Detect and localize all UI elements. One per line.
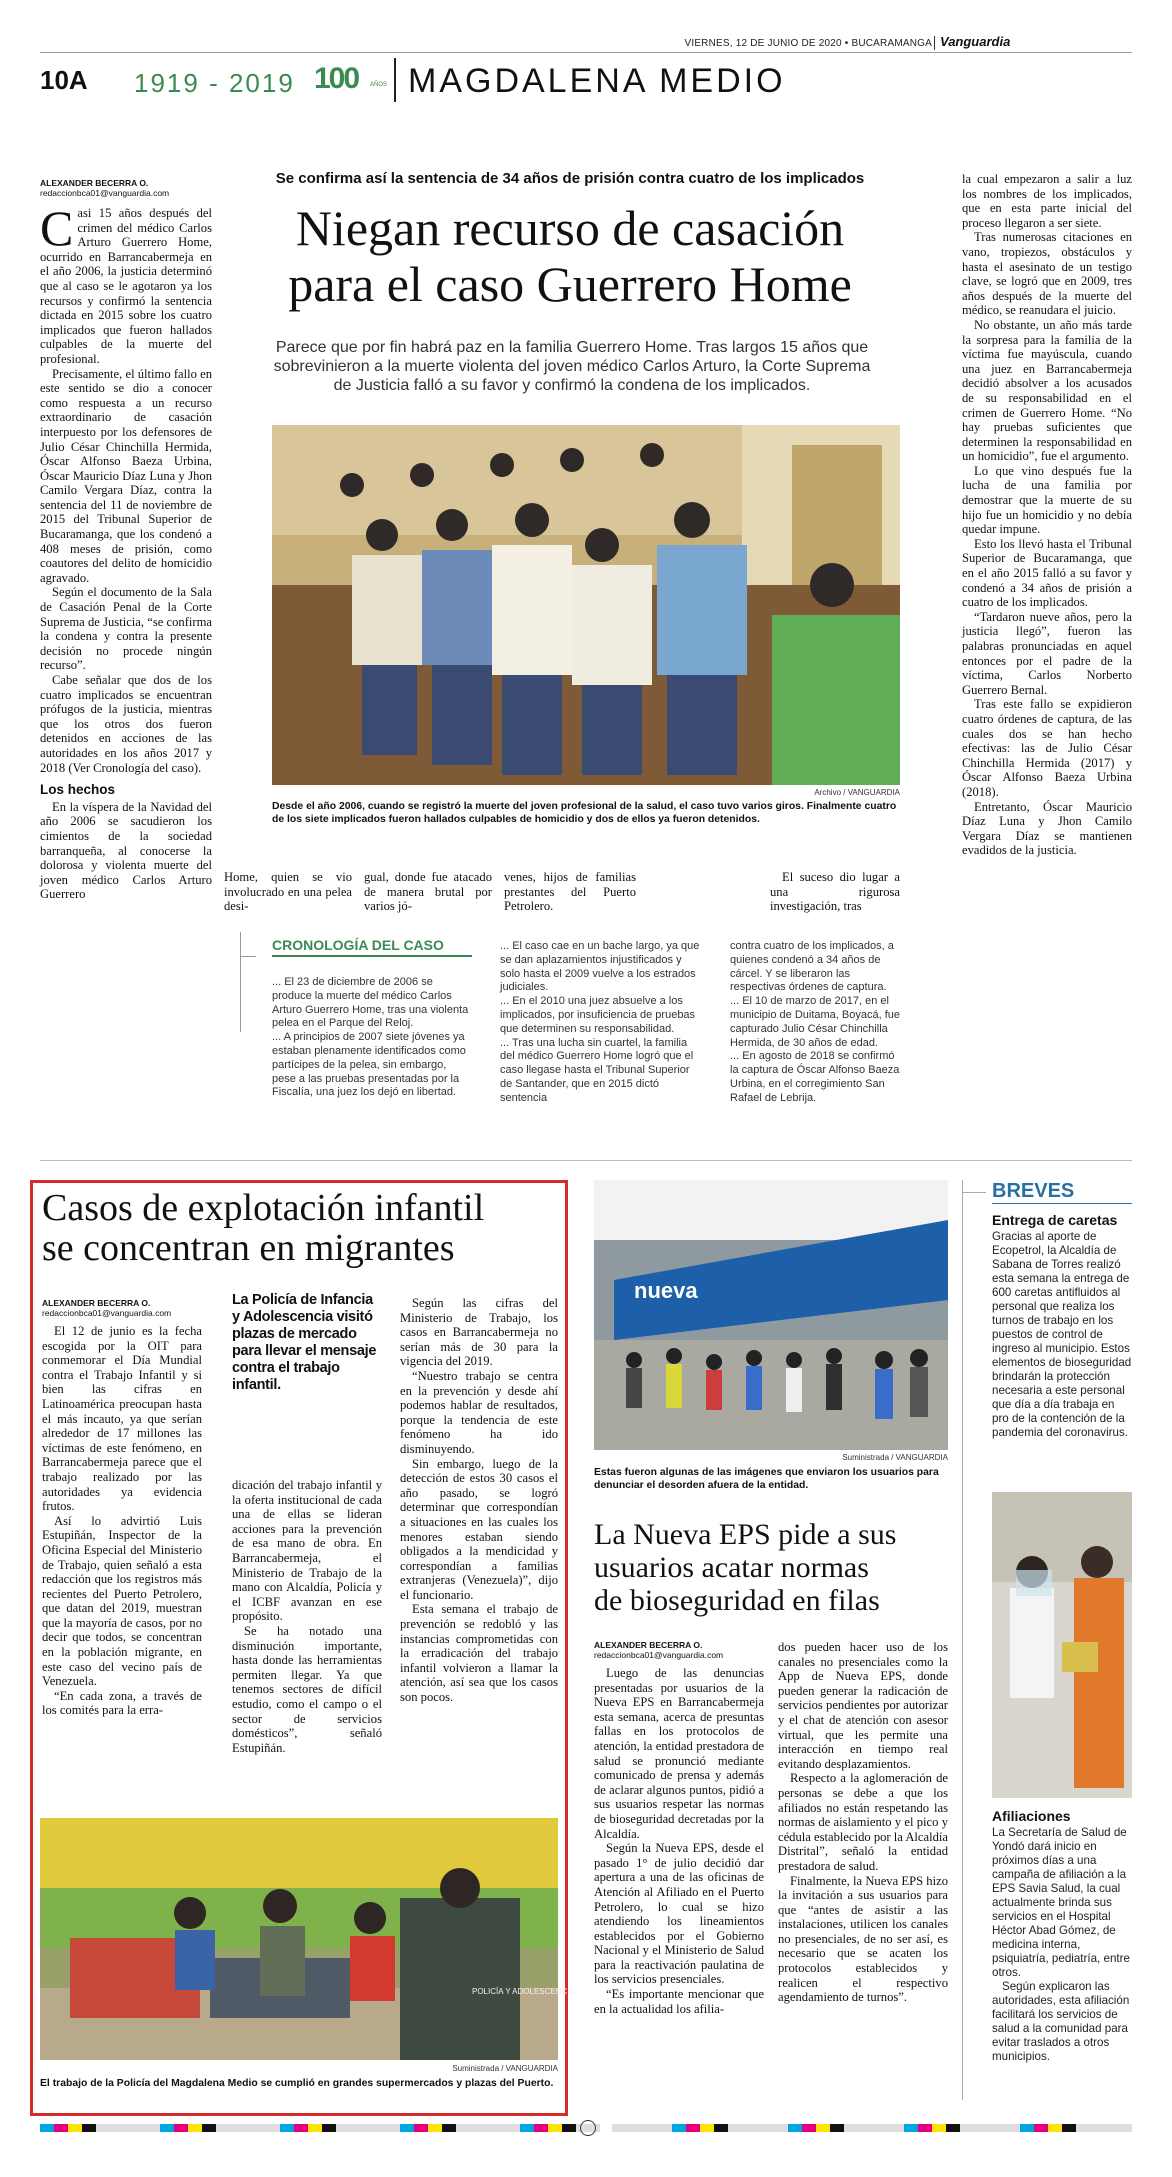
main-col1-p1: asi 15 años después del crimen del médico Carlos Arturo Guerrero Home, ocurrido en Barrancabermeja en el año 2006, la justicia determinó que al caso se le agotaron ya los recursos y confirmó la sentencia dictada en 2015 sobre los cuatro implicados que fueron hallados culpables de la muerte del profesional. [40,206,212,366]
main-byline [40,178,200,198]
child-pull-quote: La Policía de Infancia y Adolescencia visitó plazas de mercado para llevar el mensaje contra el trabajo infantil. [232,1292,377,1393]
child-headline-line1: Casos de explotación infantil [42,1187,485,1229]
eps-col1-p1: Luego de las denuncias presentadas por usuarios de la Nueva EPS en Barrancabermeja esta semana, acerca de presuntas fallas en los protocolos de atención, la entidad prestadora de salud se pronunció mediante comunicado de prensa y además de aclarar algunos puntos, pidió a sus usuarios respetar las normas de bioseguridad decretadas por la Alcaldía. [594,1666,764,1841]
main-headline-line2: para el caso Guerrero Home [288,256,852,312]
child-col3 [400,1296,558,1705]
eps-author: ALEXANDER BECERRA O. [594,1640,703,1650]
child-col2 [232,1478,382,1755]
brief2-text-p1: La Secretaría de Salud de Yondó dará inicio en próximos días a una campaña de afiliación a la EPS Savia Salud, la cual actualmente brinda sus servicios en el Hospital Héctor Abad Gómez, de medicina interna, psiquiatría, pediatría, entre otros. [992,1826,1130,1979]
print-color-bar-right [612,2124,1132,2132]
child-col3-p4: Esta semana el trabajo de prevención se redobló y las instancias comprometidas con la erradicación del trabajo infantil volvieron a llamar la atención, así sea que los casos son pocos. [400,1602,558,1705]
child-author: ALEXANDER BECERRA O. [42,1298,151,1308]
eps-headline-line2: usuarios acatar normas [594,1551,869,1584]
eps-col2 [778,1640,948,2005]
page-number: 10A [40,65,88,95]
main-subheading: Los hechos [40,782,116,798]
main-kicker: Se confirma así la sentencia de 34 años de prisión contra cuatro de los implicados [275,170,865,187]
main-headline-line1: Niegan recurso de casación [295,200,845,256]
eps-headline-line3: de bioseguridad en filas [594,1584,880,1617]
vest-text: POLICÍA Y ADOLESCENCIA [472,1987,575,1996]
child-photo-caption: El trabajo de la Policía del Magdalena Medio se cumplió en grandes supermercados y plazas del Puerto. [40,2078,554,2089]
main-author: ALEXANDER BECERRA O. [40,178,149,188]
main-mid-col1: Home, quien se vio involucrado en una pelea desi- [224,870,352,914]
courtroom-photo-illustration [272,425,900,785]
child-col1-p1: El 12 de junio es la fecha escogida por la OIT para conmemorar el Día Mundial contra el Trabajo Infantil y si bien las cifras en Latinoamérica preocupan hasta el más incauto, ya que serían alrededor de 17 millones las víctimas de este fenómeno, en Barrancabermeja parece que el trabajo realizado por las autoridades ya evidencia frutos. [42,1324,202,1514]
child-col1-p2: Así lo advirtió Luis Estupiñán, Inspector de la Oficina Especial del Ministerio de Trabajo, quien señaló a esta redacción que los registros más recientes del Puerto Petrolero, que datan del 2019, muestran que la mayoría de casos, por no decir que todos, se concentran en la población migrante, en este caso del vecino país de Venezuela. [42,1513,202,1689]
eps-col1-p2: Según la Nueva EPS, desde el pasado 1° de julio decidió dar apertura a una de las oficinas de Atención al Afiliado en el Puerto Petrolero, lo cual se hizo atendiendo los lineamientos establecidos por el Gobierno Nacional y el Ministerio de Salud para la reactivación paulatina de los servicios presenciales. [594,1841,764,1987]
main-right-p4: Lo que vino después fue la lucha de una familia por demostrar que la muerte de su hijo fue un homicidio y no debía quedar impune. [962,463,1132,537]
child-email: redaccionbca01@vanguardia.com [42,1308,172,1318]
brief1-text: Gracias al aporte de Ecopetrol, la Alcaldía de Sabana de Torres realizó esta semana la entrega de 600 caretas antifluidos al personal que realiza los turnos de trabajo en los puestos de control de ingreso al municipio. Estos elementos de bioseguridad brindarán la protección necesaria a este personal que día a día trabaja en pro de la contención de la pandemia del coronavirus. [992,1230,1132,1439]
chronology-title: CRONOLOGÍA DEL CASO [272,937,444,953]
main-right-p1: la cual empezaron a salir a luz los nombres de los implicados, que en esta parte inicial del proceso llegaron a ser siete. [962,172,1132,230]
eps-col1-p3: “Es importante mencionar que en la actualidad los afilia- [594,1987,764,2016]
child-col1-p3: “En cada zona, a través de los comités para la erra- [42,1688,202,1718]
main-right-p7: Tras este fallo se expidieron cuatro órdenes de captura, de las cuales dos se han hecho efectivas: las de Julio César Chinchilla Hermida (2017) y Óscar Alfonso Baeza Urbina (2018). [962,697,1132,799]
child-headline-line2: se concentran en migrantes [42,1227,455,1269]
main-right-p2: Tras numerosas citaciones en vano, tropiezos, obstáculos y hasta el asesinato de un testigo clave, se logró que en 2009, tres años después de la muerte del médico, se reanudara el juicio. [962,230,1132,318]
child-labor-headline [42,1188,562,1268]
eps-photo-credit: Suministrada / VANGUARDIA [842,1453,948,1462]
registration-mark-icon [580,2120,596,2136]
main-headline [210,200,930,312]
section-title: MAGDALENA MEDIO [408,62,786,100]
child-labor-photo [40,1818,575,2060]
years-label: 1919 - 2019 [134,68,295,98]
main-col1-p5: En la víspera de la Navidad del año 2006 se sacudieron los cimientos de la sociedad barranqueña, al conocerse la dolorosa y violenta muerte del joven médico Carlos Arturo Guerrero [40,799,212,902]
eps-photo [594,1180,948,1450]
anniversary-small: AÑOS [370,82,388,88]
brand-logo: Vanguardia [940,34,1011,49]
face-shield-photo-illustration [992,1492,1132,1798]
main-col1 [40,200,212,902]
child-byline [42,1298,202,1318]
print-color-bar-left [40,2124,600,2132]
main-email: redaccionbca01@vanguardia.com [40,188,170,198]
child-photo-credit: Suministrada / VANGUARDIA [452,2064,558,2073]
eps-photo-caption: Estas fueron algunas de las imágenes que enviaron los usuarios para denunciar el desorden afuera de la entidad. [594,1467,939,1491]
brief1-title: Entrega de caretas [992,1212,1118,1228]
main-col1-p3: Según el documento de la Sala de Casación Penal de la Corte Suprema de Justicia, “se confirma la condena y contra la presente decisión no procede ningún recurso”. [40,585,212,673]
anniversary-logo [314,62,388,98]
eps-queue-photo-illustration [594,1180,948,1450]
chronology-col1: ... El 23 de diciembre de 2006 se produce la muerte del médico Carlos Arturo Guerrero Home, tras una violenta pelea en el Parque del Reloj. ... A principios de 2007 siete jóvenes ya estaban plenamente identificados como partícipes de la pelea, sin embargo, pese a las pruebas presentadas por la Fiscalía, una juez los dejó en libertad. [272,976,469,1099]
market-photo-illustration [40,1818,575,2060]
date-line: VIERNES, 12 DE JUNIO DE 2020 • BUCARAMANGA [684,38,932,49]
main-right-col [962,172,1132,858]
eps-col2-p1: dos pueden hacer uso de los canales no presenciales como la App de Nueva EPS, donde pueden generar la radicación de servicios pendientes por autorizar y el chat de atención con asesor virtual, que les permite una interacción en tiempo real evitando desplazamientos. [778,1640,948,1771]
brief2-text-p2: Según explicaron las autoridades, esta afiliación facilitará los servicios de salud a la comunidad para evitar traslados a otros municipios. [992,1980,1130,2063]
main-col1-p4: Cabe señalar que dos de los cuatro implicados se encuentran prófugos de la justicia, mientras que los otros dos fueron detenidos en acciones de las autoridades en los años 2017 y 2018 (Ver Cronología del caso). [40,673,212,775]
child-col2-p2: Se ha notado una disminución importante, hasta donde las herramientas permiten llegar. Ya que tenemos sectores de difícil estudio, como el campo o el sector de servicios domésticos”, señaló Estupiñán. [232,1623,382,1755]
eps-headline-line1: La Nueva EPS pide a sus [594,1518,897,1551]
child-col2-p1: dicación del trabajo infantil y la oferta institucional de cada una de ellas se lideran acciones para la prevención de esa mano de obra. En Barrancabermeja, el Ministerio de Trabajo de la mano con Alcaldía, Policía y el ICBF avanzan en ese propósito. [232,1478,382,1624]
eps-email: redaccionbca01@vanguardia.com [594,1650,724,1660]
main-right-p6: “Tardaron nueve años, pero la justicia llegó”, fueron las palabras pronunciadas en aquel entonces por el padre de la víctima, Carlos Norberto Guerrero Bernal. [962,609,1132,697]
child-col3-p3: Sin embargo, luego de la detección de estos 30 casos el año pasado, se logró determinar que correspondían a situaciones en las cuales los menores estaban siendo obligados a la mendicidad y correspondían a familias extranjeras (Venezuela)”, dijo el funcionario. [400,1456,558,1602]
drop-cap: C [40,200,74,256]
main-mid-col4: El suceso dio lugar a una rigurosa investigación, tras [770,870,900,914]
main-right-p8: Entretanto, Óscar Mauricio Díaz Luna y Jhon Camilo Vergara Díaz se mantienen evadidos de la justicia. [962,799,1132,858]
main-lead: Parece que por fin habrá paz en la familia Guerrero Home. Tras largos 15 años que sobrevinieron a la muerte violenta del joven médico Carlos Arturo, la Corte Suprema de Justicia falló a su favor y confirmó la condena de los implicados. [273,339,871,394]
eps-col2-p2: Respecto a la aglomeración de personas se debe a que los afiliados no están respetando las normas de aislamiento y el pico y cédula establecido por la Alcaldía Distrital”, señaló la entidad prestadora de salud. [778,1771,948,1873]
brief2-title: Afiliaciones [992,1808,1071,1824]
eps-byline [594,1640,764,1660]
main-photo-caption: Desde el año 2006, cuando se registró la muerte del joven profesional de la salud, el caso tuvo varios giros. Finalmente cuatro de los siete implicados fueron hallados culpables de homicidio y dos de ellos ya fueron detenidos. [272,801,897,825]
child-col1 [42,1324,202,1718]
chronology-col3: contra cuatro de los implicados, a quienes condenó a 34 años de cárcel. Y se liberaron las respectivas órdenes de captura. ... El 10 de marzo de 2017, en el municipio de Duitama, Boyacá, fue capturado Julio César Chinchilla Hermida, de 30 años de edad. ... En agosto de 2018 se confirmó la captura de Óscar Alfonso Baeza Urbina, en el corregimiento San Rafael de Lebrija. [730,940,900,1104]
eps-headline [594,1518,954,1617]
brief-photo [992,1492,1132,1798]
main-mid-col2: gual, donde fue atacado de manera brutal por varios jó- [364,870,492,914]
briefs-title: BREVES [992,1180,1075,1202]
anniversary-number: 100 [314,62,359,95]
main-col1-p2: Precisamente, el último fallo en este sentido se dio a conocer como respuesta a un recurso extraordinario de casación interpuesto por los defensores de Julio César Chinchilla Hermida, Óscar Alfonso Baeza Urbina, Óscar Mauricio Díaz Luna y Jhon Camilo Vergara Díaz, contra la sentencia del 11 de noviembre de 2015 del Tribunal Superior de Bucaramanga, que los condenó a 408 meses de prisión, como coautores del delito de homicidio agravado. [40,366,212,585]
main-photo-credit: Archivo / VANGUARDIA [814,788,900,797]
brief2-text [992,1826,1132,2064]
main-mid-col3: venes, hijos de familias prestantes del Puerto Petrolero. [504,870,636,914]
main-right-p5: Esto los llevó hasta el Tribunal Superior de Bucaramanga, que en el año 2015 falló a su favor y condenó a 34 años de prisión a cuatro de los implicados. [962,536,1132,610]
eps-store-sign: nueva [634,1278,698,1303]
main-right-p3: No obstante, un año más tarde la sorpresa para la familia de la víctima fue mayúscula, cuando una juez en Barrancabermeja decidió absolver a los acusados de su responsabilidad en el crimen de Guerrero Home. “No hay pruebas suficientes que determinen la responsabilidad en un homicidio”, fue el argumento. [962,317,1132,464]
chronology-col2: ... El caso cae en un bache largo, ya que se dan aplazamientos injustificados y solo hasta el 2009 vuelve a los estrados judiciales. ... En el 2010 una juez absuelve a los implicados, por insuficiencia de pruebas que determinen su responsabilidad. ... Tras una lucha sin cuartel, la familia del médico Guerrero Home logró que el caso llegase hasta el Tribunal Superior de Santander, que en 2015 dictó sentencia [500,940,700,1104]
eps-col2-p3: Finalmente, la Nueva EPS hizo la invitación a sus usuarios para que “antes de asistir a las instalaciones, utilicen los canales no presenciales, de no ser así, es necesario que se acaten los protocolos establecidos y realicen el respectivo agendamiento de turnos”. [778,1873,948,2005]
child-col3-p2: “Nuestro trabajo se centra en la prevención y desde ahí podemos hablar de resultados, porque la tendencia de este fenómeno ha ido disminuyendo. [400,1368,558,1456]
main-photo [272,425,900,785]
child-col3-p1: Según las cifras del Ministerio de Trabajo, los casos en Barrancabermeja no serían más de 30 para la vigencia del 2019. [400,1296,558,1369]
eps-col1 [594,1666,764,2016]
